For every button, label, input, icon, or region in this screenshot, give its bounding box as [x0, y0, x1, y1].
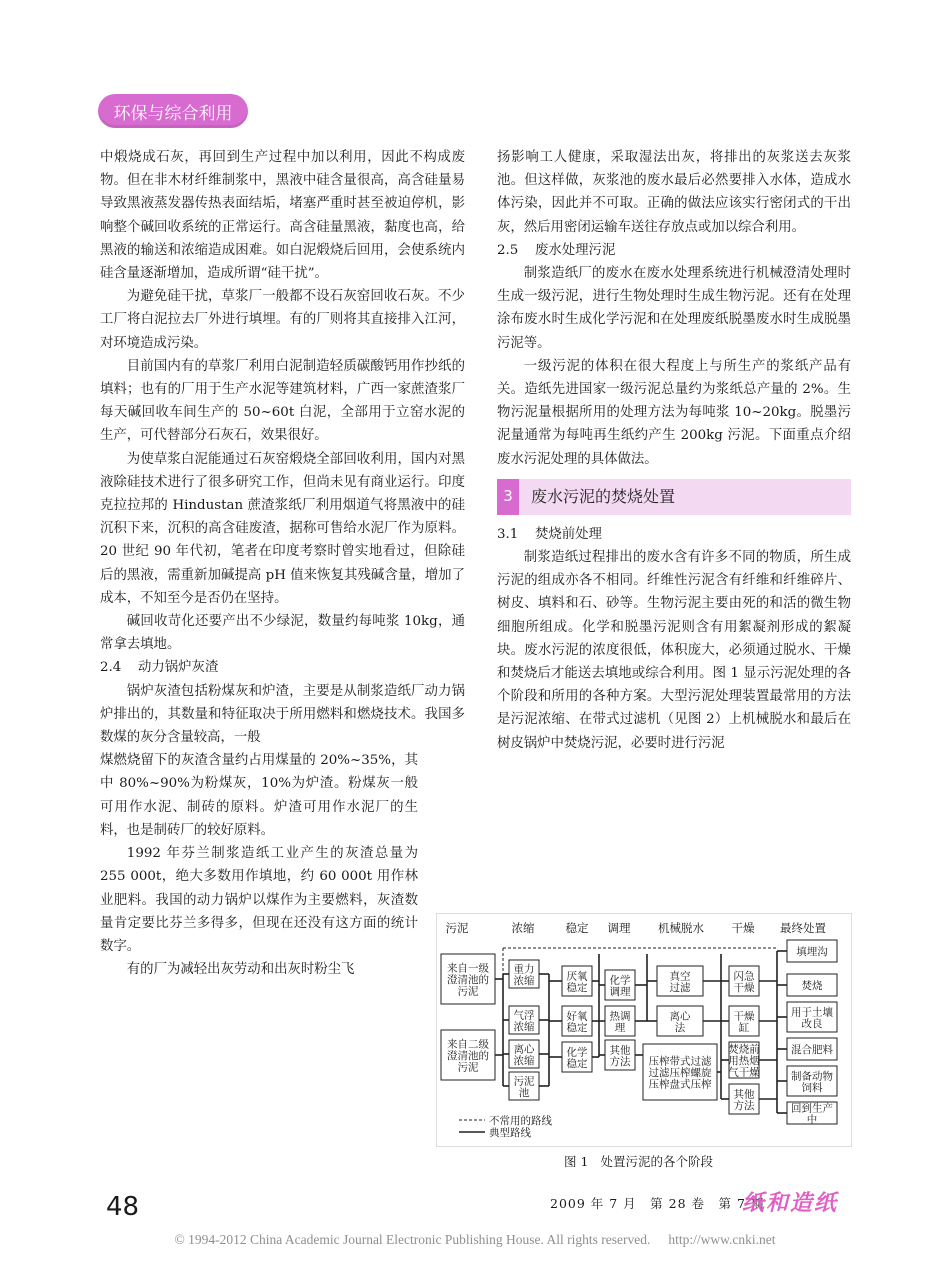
figure-1 [436, 913, 852, 1147]
column-header: 机械脱水 [658, 921, 704, 935]
paragraph: 有的厂为减轻出灰劳动和出灰时粉尘飞 [126, 962, 355, 978]
conditioning-1-label: 热调理 [609, 1010, 631, 1034]
journal-logo: 纸和造纸 [742, 1190, 839, 1216]
disposal-0-label: 填埋沟 [796, 946, 828, 958]
column-header: 最终处置 [780, 921, 826, 935]
subsection-title: 动力锅炉灰渣 [138, 660, 219, 676]
subsection-heading [497, 523, 851, 546]
paragraph: 锅炉灰渣包括粉煤灰和炉渣，主要是从制浆造纸厂动力锅炉排出的，其数量和特征取决于所用燃料和燃烧技术。我国多数煤的灰分含量较高，一般 [100, 683, 465, 746]
paragraph: 制浆造纸过程排出的废水含有许多不同的物质，所生成污泥的组成亦各不相同。纤维性污泥含有纤维和纤维碎片、树皮、填料和石、砂等。生物污泥主要由死的和活的微生物细胞所组成。化学和脱墨污泥则含有用絮凝剂形成的絮凝块。废水污泥的浓度很低，体积庞大，必须通过脱水、干燥和焚烧后才能送去填地或综合利用。图 1 显示污泥处理的各个阶段和所用的各种方案。大型污泥处理装置最常用的方法是污泥浓缩、在带式过滤机（见图 2）上机械脱水和最后在树皮锅炉中焚烧污泥，必要时进行污泥 [497, 550, 851, 751]
cnki-link[interactable]: http://www.cnki.net [668, 1232, 776, 1247]
paragraph: 碱回收苛化还要产出不少绿泥，数量约每吨浆 10kg，通常拿去填地。 [100, 614, 465, 653]
subsection-number: 2.4 [100, 660, 122, 676]
column-header: 浓缩 [511, 921, 535, 935]
conditioning-0-label: 化学调理 [609, 974, 631, 998]
disposal-4-label: 制备动物饲料 [791, 1070, 833, 1094]
section-title: 废水污泥的焚烧处置 [531, 487, 676, 507]
legend-uncommon-route: 不常用的路线 [489, 1115, 552, 1127]
stabilization-0-label: 厌氧稳定 [566, 970, 588, 994]
figure-caption-text: 处置污泥的各个阶段 [600, 1154, 713, 1169]
subsection-title: 废水处理污泥 [535, 242, 616, 258]
disposal-5-label: 回到生产中 [791, 1102, 833, 1126]
column-header: 污泥 [445, 921, 469, 935]
thickening-1-label: 气浮浓缩 [513, 1009, 535, 1033]
copyright-text: © 1994-2012 China Academic Journal Electronic Publishing House. All rights reserved. [174, 1232, 651, 1247]
paragraph: 为使草浆白泥能通过石灰窑煅烧全部回收利用，国内对黑液除硅技术进行了很多研究工作，但尚未见有商业运行。印度克拉拉邦的 Hindustan 蔗渣浆纸厂利用烟道气将黑液中的硅沉积下来，沉积的高含硅废渣，据称可售给水泥厂作为原料。20 世纪 90 年代初，笔者在印度考察时曾实地看过，但除硅后的黑液，需重新加碱提高 pH 值来恢复其残碱含量，增加了成本，不知至今是否仍在坚持。 [100, 451, 465, 606]
thickening-3-label: 污泥池 [513, 1075, 535, 1099]
subsection-number: 2.5 [497, 242, 519, 258]
paragraph: 扬影响工人健康，采取湿法出灰，将排出的灰浆送去灰浆池。但这样做，灰浆池的废水最后必然要排入水体，造成水体污染，因此并不可取。正确的做法应该实行密闭式的干出灰，然后用密闭运输车送往存放点或加以综合利用。 [497, 150, 851, 235]
column-header: 稳定 [565, 921, 589, 935]
drying-3-label: 其他方法 [733, 1088, 755, 1112]
drying-2-label: 焚烧前用热烟气干燥 [728, 1043, 760, 1079]
disposal-2-label: 用于土壤改良 [791, 1006, 833, 1030]
column-header: 干燥 [731, 921, 755, 935]
disposal-1-label: 焚烧 [801, 980, 823, 992]
drying-0-label: 闪急干燥 [733, 970, 755, 994]
paragraph: 中煅烧成石灰，再回到生产过程中加以利用，因此不构成废物。但在非木材纤维制浆中，黑液中硅含量很高，高含硅量易导致黑液蒸发器传热表面结垢，堵塞严重时甚至被迫停机，影响整个碱回收系统的正常运行。高含硅量黑液，黏度也高，给黑液的输送和浓缩造成困难。如白泥煅烧后回用，会使系统内硅含量逐渐增加，造成所谓“硅干扰”。 [100, 150, 465, 282]
disposal-3-label: 混合肥料 [791, 1044, 833, 1056]
legend-typical-route: 典型路线 [489, 1127, 531, 1139]
section-tag: 环保与综合利用 [98, 94, 248, 128]
paragraph: 目前国内有的草浆厂利用白泥制造轻质碳酸钙用作抄纸的填料；也有的厂用于生产水泥等建筑材料，广西一家蔗渣浆厂每天碱回收车间生产的 50~60t 白泥，全部用于立窑水泥的生产，可代替部分石灰石，效果很好。 [100, 358, 465, 444]
thickening-0-label: 重力浓缩 [513, 963, 535, 987]
figure-caption-number: 图 1 [564, 1154, 589, 1169]
right-column [497, 146, 851, 755]
source-secondary-label: 来自二级澄清池的污泥 [447, 1038, 489, 1074]
subsection-title: 焚烧前处理 [535, 526, 602, 542]
left-column [100, 146, 465, 981]
drying-1-label: 干燥缸 [733, 1010, 755, 1034]
subsection-heading [100, 656, 465, 679]
paragraph: 一级污泥的体积在很大程度上与所生产的浆纸产品有关。造纸先进国家一级污泥总量约为浆纸总产量的 2%。生物污泥量根据所用的处理方法为每吨浆 10~20kg。脱墨污泥量通常为每吨再生纸约产生 200kg 污泥。下面重点介绍废水污泥处理的具体做法。 [497, 358, 851, 467]
paragraph: 煤燃烧留下的灰渣含量约占用煤量的 20%~35%，其中 80%~90%为粉煤灰，10%为炉渣。粉煤灰一般可用作水泥、制砖的原料。炉渣可用作水泥厂的生料，也是制砖厂的较好原料。 [100, 753, 418, 838]
subsection-heading [497, 239, 851, 262]
column-header: 调理 [607, 921, 631, 935]
stabilization-1-label: 好氧稳定 [566, 1010, 588, 1034]
page-number: 48 [106, 1192, 140, 1222]
section-number: 3 [497, 479, 519, 515]
dewatering-1-label: 离心法 [669, 1010, 691, 1034]
section-heading [497, 479, 851, 515]
copyright-line [0, 1232, 950, 1248]
figure-caption [564, 1152, 713, 1170]
sludge-flow-diagram [437, 914, 851, 1146]
conditioning-2-label: 其他方法 [609, 1044, 631, 1068]
dewatering-0-label: 真空过滤 [669, 970, 691, 994]
subsection-number: 3.1 [497, 526, 519, 542]
issue-info: 2009 年 7 月 第 28 卷 第 7 期 [550, 1196, 765, 1211]
paragraph: 制浆造纸厂的废水在废水处理系统进行机械澄清处理时生成一级污泥，进行生物处理时生成生物污泥。还有在处理涂布废水时生成化学污泥和在处理废纸脱墨废水时生成脱墨污泥等。 [497, 266, 851, 351]
stabilization-2-label: 化学稳定 [566, 1046, 588, 1070]
source-primary-label: 来自一级澄清池的污泥 [447, 962, 489, 998]
dewatering-2-label: 压榨带式过滤过滤压榨螺旋压榨盘式压榨 [648, 1055, 712, 1091]
thickening-2-label: 离心浓缩 [513, 1043, 535, 1067]
paragraph: 1992 年芬兰制浆造纸工业产生的灰渣总量为 255 000t，绝大多数用作填地，约 60 000t 用作林业肥料。我国的动力锅炉以煤作为主要燃料，灰渣数量肯定要比芬兰多得多，但现在还没有这方面的统计数字。 [100, 846, 418, 954]
paragraph: 为避免硅干扰，草浆厂一般都不设石灰窑回收石灰。不少工厂将白泥拉去厂外进行填埋。有的厂则将其直接排入江河，对环境造成污染。 [100, 289, 465, 351]
